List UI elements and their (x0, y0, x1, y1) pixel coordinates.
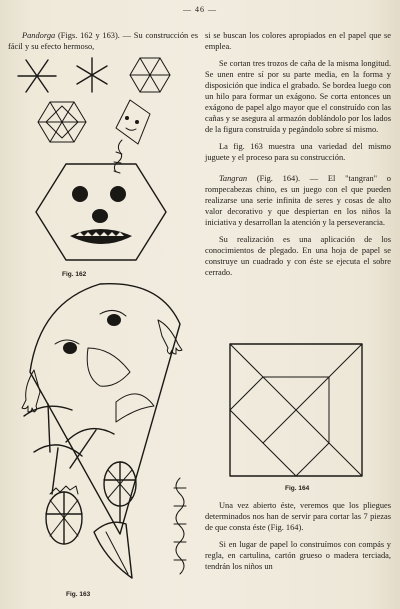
hexagon-frame-1 (130, 58, 170, 92)
kite-frame-5 (46, 486, 82, 544)
tangran-paragraph (205, 173, 391, 228)
hexagon-face (36, 164, 166, 260)
hexagon-frame-2 (38, 102, 86, 142)
figure-163 (20, 282, 195, 587)
paragraph-1: si se buscan los colores apropiados en el papel que se emplea. (205, 31, 391, 51)
fig-164-caption: Fig. 164 (285, 485, 310, 492)
tangran-title: Tangran (219, 174, 248, 183)
kite-frame-6 (94, 522, 132, 578)
kite-frame-2 (66, 429, 114, 468)
pandorga-title: Pandorga (22, 31, 56, 40)
page-number: — 46 — (183, 5, 217, 14)
big-kite-face (22, 284, 182, 534)
fig-162-caption: Fig. 162 (62, 271, 87, 278)
figure-164-tangram (228, 342, 364, 478)
paragraph-7: Si en lugar de papel lo construímos con compás y regla, en cartulina, cartón grueso o madera terciada, tendrán los niños un (205, 540, 391, 571)
pandorga-paragraph (8, 30, 198, 52)
stick-cross-2 (77, 58, 107, 92)
paragraph-6: Una vez abierto éste, veremos que los pliegues determinados nos han de servir para cortar las 7 piezas de que consta éste (Fig. 164). (205, 501, 391, 532)
kite-frame-1 (24, 404, 72, 452)
paragraph-2: Se cortan tres trozos de caña de la misma longitud. Se unen entre sí por su parte media, en la forma y disposición que indica el grabado. Se bordea luego con un hilo para formar un exágono. Se corta entonces un exágono de papel algo mayor que el construído con las cañas y se asegura al armazón doblándolo por los lados de la figura construída y pegándolo sobre sí mismo. (205, 59, 391, 134)
figure-162 (14, 56, 194, 266)
left-column (8, 30, 198, 52)
fig-163-caption: Fig. 163 (66, 591, 91, 598)
paragraph-5: Su realización es una aplicación de los conocimientos de plegado. En una hoja de papel se construye un cuadrado y con éste se ejecuta el sobre cerrado. (205, 235, 391, 277)
pandorga-text: (Figs. 162 y 163). — Su construcción es fácil y su efecto hermoso, (8, 31, 198, 51)
stick-cross-1 (18, 60, 56, 92)
tangran-text: (Fig. 164). — El "tangran" o rompecabezas chino, es un juego con el que pueden realizarse una serie infinita de seres y cosas de alto valor decorativo y que despiertan en los niños la iniciativa y desarrollan la atención y la perseverancia. (205, 174, 391, 227)
paragraph-3: La fig. 163 muestra una variedad del mismo juguete y el proceso para su construcción. (205, 142, 391, 162)
small-kite (114, 100, 150, 173)
right-column (205, 30, 391, 278)
right-column-lower (205, 500, 391, 572)
